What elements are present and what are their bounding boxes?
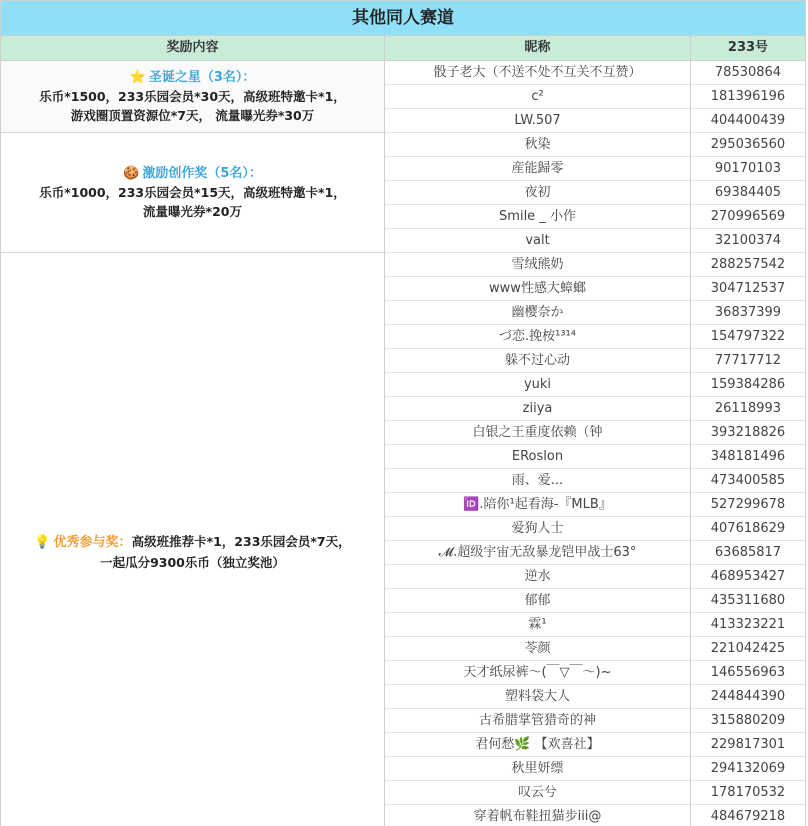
lightbulb-icon: 💡 [34, 535, 51, 550]
table-row [385, 349, 805, 373]
award-desc-line: 流量曝光券*20万 [143, 204, 242, 219]
nickname-cell: 躲不过心动 [385, 349, 691, 372]
nickname-cell: Smile _ 小作 [385, 205, 691, 228]
nickname-cell: 産能歸零 [385, 157, 691, 180]
id-cell: 146556963 [710, 665, 786, 680]
award-group-participation [1, 253, 384, 826]
nickname-cell: valt [385, 229, 691, 252]
star-icon: ⭐ [129, 70, 146, 85]
nickname-cell: 苓颜 [385, 637, 691, 660]
award-title: 优秀参与奖： [53, 535, 132, 550]
header-id: 233号 [727, 40, 769, 55]
award-desc-line: 乐币*1500，233乐园会员*30天，高级班特邀卡*1， [39, 89, 346, 104]
nickname-cell: 叹云兮 [385, 781, 691, 804]
table-row [385, 805, 805, 826]
table-row [385, 253, 805, 277]
header-reward: 奖励内容 [1, 36, 385, 60]
page-title: 其他同人赛道 [1, 1, 805, 36]
nickname-cell: 幽樱奈か [385, 301, 691, 324]
id-cell: 304712537 [710, 281, 786, 296]
id-cell: 90170103 [714, 161, 782, 176]
table-row [385, 517, 805, 541]
nickname-cell: 君何愁🌿 【欢喜社】 [385, 733, 691, 756]
id-cell: 393218826 [710, 425, 786, 440]
table-row [385, 181, 805, 205]
id-cell: 473400585 [710, 473, 786, 488]
id-cell: 178170532 [710, 785, 786, 800]
id-cell: 77717712 [714, 353, 782, 368]
nickname-cell: ziiya [385, 397, 691, 420]
nickname-cell: 霖¹ [385, 613, 691, 636]
nickname-cell: www性感大蟑螂 [385, 277, 691, 300]
id-cell: 32100374 [714, 233, 782, 248]
id-cell: 315880209 [710, 713, 786, 728]
id-cell: 154797322 [710, 329, 786, 344]
nickname-cell: 爱狗人士 [385, 517, 691, 540]
winner-list [385, 61, 805, 826]
nickname-cell: 🆔.陪你¹起看海-『MLB』 [385, 493, 691, 516]
nickname-cell: 郁郁 [385, 589, 691, 612]
nickname-cell: 秋里妍缥 [385, 757, 691, 780]
table-row [385, 445, 805, 469]
table-row [385, 685, 805, 709]
award-desc-line: 乐币*1000，233乐园会员*15天，高级班特邀卡*1， [39, 185, 346, 200]
id-cell: 63685817 [714, 545, 782, 560]
nickname-cell: 秋染 [385, 133, 691, 156]
table-row [385, 325, 805, 349]
id-cell: 484679218 [710, 809, 786, 824]
id-cell: 159384286 [710, 377, 786, 392]
nickname-cell: 白银之王重度依赖（钟 [385, 421, 691, 444]
nickname-cell: 逆水 [385, 565, 691, 588]
id-cell: 295036560 [710, 137, 786, 152]
table-row [385, 757, 805, 781]
nickname-cell: 古希腊掌管猎奇的神 [385, 709, 691, 732]
table-row [385, 661, 805, 685]
cookie-icon: 🍪 [123, 166, 140, 181]
nickname-cell: づ恋.挽桉¹³¹⁴ [385, 325, 691, 348]
nickname-cell: 塑料袋大人 [385, 685, 691, 708]
table-row [385, 781, 805, 805]
nickname-cell: 夜初 [385, 181, 691, 204]
table-row [385, 541, 805, 565]
nickname-cell: 雨、爱... [385, 469, 691, 492]
id-cell: 36837399 [714, 305, 782, 320]
award-title: 激励创作奖（5名）： [142, 166, 262, 181]
table-row [385, 397, 805, 421]
id-cell: 69384405 [714, 185, 782, 200]
id-cell: 229817301 [710, 737, 786, 752]
id-cell: 407618629 [710, 521, 786, 536]
award-group-creative [1, 133, 384, 253]
nickname-cell: LW.507 [385, 109, 691, 132]
id-cell: 221042425 [710, 641, 786, 656]
award-desc-line: 一起瓜分9300乐币（独立奖池） [100, 555, 285, 570]
table-row [385, 469, 805, 493]
id-cell: 270996569 [710, 209, 786, 224]
table-row [385, 637, 805, 661]
table-row [385, 133, 805, 157]
nickname-cell: ERoslon [385, 445, 691, 468]
nickname-cell: 骰子老大（不送不处不互关不互赞） [385, 61, 691, 84]
id-cell: 435311680 [710, 593, 786, 608]
table-row [385, 709, 805, 733]
table-row [385, 109, 805, 133]
table-row [385, 373, 805, 397]
table-row [385, 421, 805, 445]
id-cell: 181396196 [710, 89, 786, 104]
award-desc-line: 高级班推荐卡*1，233乐园会员*7天， [131, 534, 351, 549]
table-row [385, 565, 805, 589]
nickname-cell: yuki [385, 373, 691, 396]
nickname-cell: 𝓜.超级宇宙无敌暴龙铠甲战士63° [385, 541, 691, 564]
table-row [385, 205, 805, 229]
nickname-cell: c² [385, 85, 691, 108]
table-row [385, 85, 805, 109]
table-row [385, 157, 805, 181]
nickname-cell: 天才纸尿裤～(￣▽￣～)~ [385, 661, 691, 684]
nickname-cell: 穿着帆布鞋扭猫步iii@ [385, 805, 691, 826]
award-title: 圣诞之星（3名）： [148, 70, 256, 85]
id-cell: 244844390 [710, 689, 786, 704]
header-nickname: 昵称 [385, 36, 691, 60]
id-cell: 413323221 [710, 617, 786, 632]
nickname-cell: 雪绒熊奶 [385, 253, 691, 276]
award-desc-line: 游戏圈顶置资源位*7天， 流量曝光券*30万 [70, 108, 315, 123]
table-row [385, 229, 805, 253]
table-header [1, 36, 805, 61]
table-row [385, 733, 805, 757]
table-row [385, 589, 805, 613]
award-group-christmas-star [1, 61, 384, 133]
id-cell: 527299678 [710, 497, 786, 512]
id-cell: 294132069 [710, 761, 786, 776]
table-row [385, 277, 805, 301]
reward-column [1, 61, 385, 826]
id-cell: 468953427 [710, 569, 786, 584]
table-row [385, 301, 805, 325]
id-cell: 288257542 [710, 257, 786, 272]
id-cell: 26118993 [714, 401, 782, 416]
id-cell: 404400439 [710, 113, 786, 128]
id-cell: 78530864 [714, 65, 782, 80]
table-row [385, 493, 805, 517]
id-cell: 348181496 [710, 449, 786, 464]
table-row [385, 613, 805, 637]
table-row [385, 61, 805, 85]
